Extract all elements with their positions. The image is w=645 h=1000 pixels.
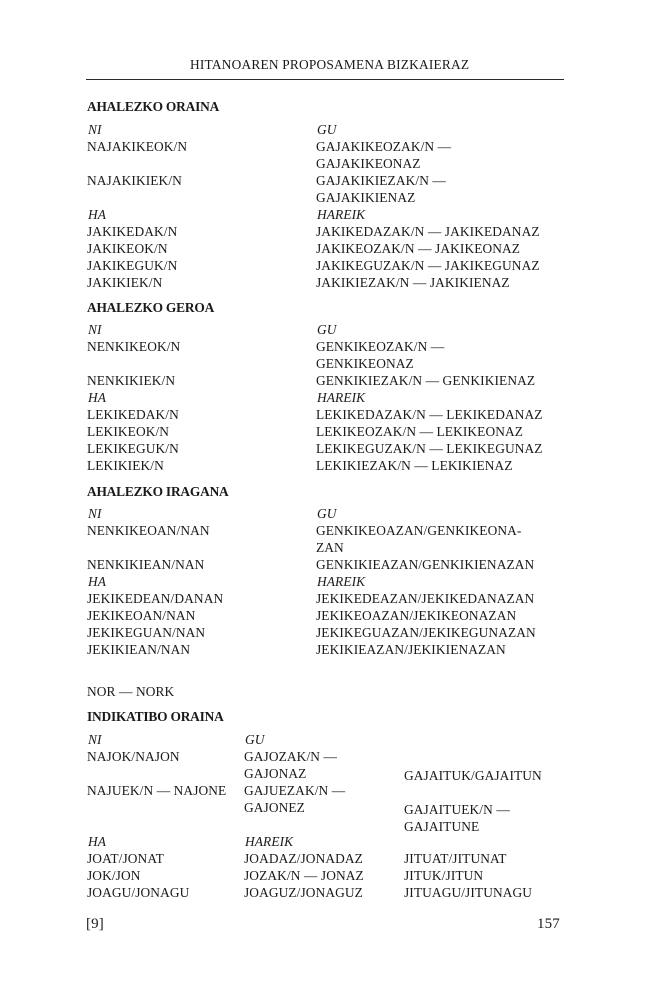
verb-form: NAJUEK/N — NAJONE [87,783,227,798]
verb-form: LEKIKEDAK/N [87,407,179,422]
section-mark: [9] [86,916,104,932]
person-label-hareik: HAREIK [317,574,366,589]
person-label-ha: HA [88,207,107,222]
verb-form: JAKIKIEZAK/N — JAKIKIENAZ [316,275,510,290]
verb-form: GAJAITUK/GAJAITUN [404,768,542,783]
verb-form: JEKIKEOAN/NAN [87,608,196,623]
verb-form: NAJAKIKIEK/N [87,173,182,188]
verb-form: JOAT/JONAT [87,851,164,866]
verb-form: JEKIKIEAN/NAN [87,642,191,657]
chapter-heading: NOR — NORK [87,684,175,699]
verb-form: JEKIKEGUAZAN/JEKIKEGUNAZAN [316,625,536,640]
person-label-gu: GU [317,506,337,521]
verb-form: JITUAGU/JITUNAGU [404,885,533,900]
verb-form: NAJAKIKEOK/N [87,139,188,154]
verb-form: GAJAKIKIENAZ [316,190,416,205]
verb-form: NAJOK/NAJON [87,749,180,764]
verb-form: GENKIKEOAZAN/GENKIKEONA- [316,523,522,538]
person-label-gu: GU [245,732,265,747]
verb-form: JAKIKEDAK/N [87,224,178,239]
verb-form: LEKIKEGUK/N [87,441,179,456]
verb-form: GENKIKEONAZ [316,356,414,371]
verb-form: JEKIKEDEAN/DANAN [87,591,224,606]
verb-form: JAKIKEGUZAK/N — JAKIKEGUNAZ [316,258,540,273]
verb-form: LEKIKEGUZAK/N — LEKIKEGUNAZ [316,441,543,456]
person-label-ha: HA [88,834,107,849]
verb-form: JAKIKEOZAK/N — JAKIKEONAZ [316,241,521,256]
verb-form: JAKIKEGUK/N [87,258,178,273]
verb-form: GAJAITUNE [404,819,480,834]
verb-form: GAJUEZAK/N — [244,783,346,798]
person-label-ha: HA [88,574,107,589]
verb-form: GAJAKIKEOZAK/N — [316,139,452,154]
verb-form: JOK/JON [87,868,141,883]
person-label-hareik: HAREIK [317,390,366,405]
verb-form: GENKIKIEZAK/N — GENKIKIENAZ [316,373,536,388]
verb-form: ZAN [316,540,344,555]
person-label-gu: GU [317,322,337,337]
verb-form: JITUK/JITUN [404,868,484,883]
verb-form: GAJOZAK/N — [244,749,337,764]
verb-form: JAKIKEOK/N [87,241,168,256]
person-label-ni: NI [88,732,102,747]
verb-form: JEKIKEOAZAN/JEKIKEONAZAN [316,608,517,623]
person-label-ni: NI [88,322,102,337]
verb-form: LEKIKEOK/N [87,424,170,439]
verb-form: GAJONAZ [244,766,307,781]
person-label-ha: HA [88,390,107,405]
verb-form: GAJAKIKEONAZ [316,156,421,171]
verb-form: LEKIKIEZAK/N — LEKIKIENAZ [316,458,513,473]
person-label-ni: NI [88,122,102,137]
verb-form: NENKIKEOAN/NAN [87,523,210,538]
verb-form: NENKIKIEAN/NAN [87,557,205,572]
verb-form: JITUAT/JITUNAT [404,851,507,866]
verb-form: JOZAK/N — JONAZ [244,868,364,883]
verb-form: LEKIKIEK/N [87,458,164,473]
page-number: 157 [537,916,560,932]
verb-form: NENKIKEOK/N [87,339,181,354]
verb-form: JOADAZ/JONADAZ [244,851,363,866]
header-rule [86,79,564,80]
verb-form: GAJONEZ [244,800,305,815]
section-title: AHALEZKO IRAGANA [87,484,229,499]
running-title: HITANOAREN PROPOSAMENA BIZKAIERAZ [190,57,470,72]
person-label-hareik: HAREIK [245,834,294,849]
person-label-hareik: HAREIK [317,207,366,222]
verb-form: JEKIKEGUAN/NAN [87,625,206,640]
verb-form: GENKIKIEAZAN/GENKIKIENAZAN [316,557,535,572]
verb-form: JEKIKIEAZAN/JEKIKIENAZAN [316,642,506,657]
section-title: AHALEZKO GEROA [87,300,215,315]
verb-form: NENKIKIEK/N [87,373,176,388]
verb-form: GAJAITUEK/N — [404,802,510,817]
verb-form: JAKIKIEK/N [87,275,163,290]
section-title: AHALEZKO ORAINA [87,99,220,114]
verb-form: GENKIKEOZAK/N — [316,339,445,354]
verb-form: LEKIKEOZAK/N — LEKIKEONAZ [316,424,524,439]
person-label-gu: GU [317,122,337,137]
verb-form: JAKIKEDAZAK/N — JAKIKEDANAZ [316,224,540,239]
verb-form: JEKIKEDEAZAN/JEKIKEDANAZAN [316,591,535,606]
verb-form: JOAGUZ/JONAGUZ [244,885,363,900]
verb-form: LEKIKEDAZAK/N — LEKIKEDANAZ [316,407,543,422]
section-title: INDIKATIBO ORAINA [87,709,224,724]
verb-form: GAJAKIKIEZAK/N — [316,173,446,188]
verb-form: JOAGU/JONAGU [87,885,190,900]
person-label-ni: NI [88,506,102,521]
